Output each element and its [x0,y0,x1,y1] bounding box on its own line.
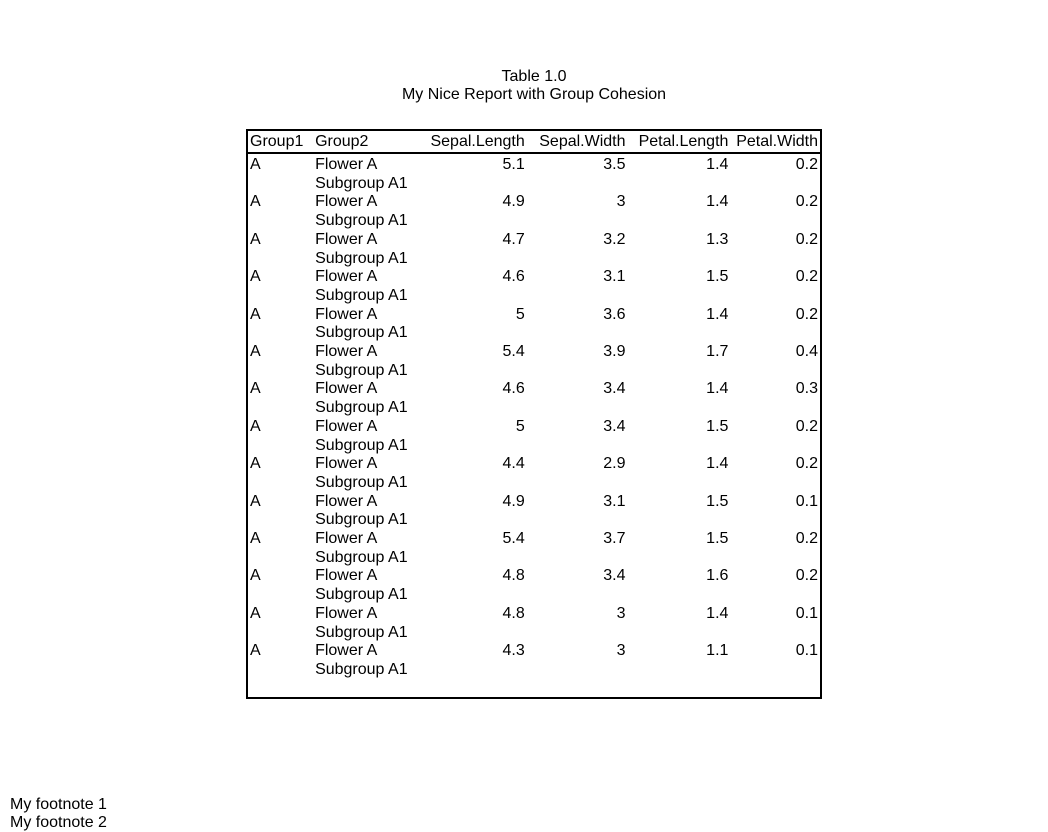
cell-sepal-width: 3 [616,642,626,660]
header-sepal-length: Sepal.Length [420,131,527,153]
table-body [248,153,820,680]
cell-sepal-width: 3.9 [603,343,626,361]
cell-group1: A [250,492,261,510]
cell-petal-width: 0.2 [795,156,818,173]
group2-subgroup-label: Subgroup A1 [315,212,408,230]
cell-group1: A [250,604,261,622]
group2-subgroup-label: Subgroup A1 [315,623,408,641]
cell-petal-width: 0.2 [795,268,818,286]
cell-group1: A [250,417,261,435]
cell-petal-width: 0.1 [795,604,818,622]
cell-sepal-length: 5.4 [502,343,525,361]
cell-petal-width: 0.2 [795,455,818,473]
cell-sepal-length: 4.9 [502,193,525,211]
cell-sepal-width: 3.6 [603,305,626,323]
cell-group1: A [250,156,261,173]
group2-flower-label: Flower A [315,455,378,473]
cell-sepal-width: 3.1 [603,268,626,286]
group2-flower-label: Flower A [315,156,378,173]
cell-petal-width: 0.4 [795,343,818,361]
group2-subgroup-label: Subgroup A1 [315,249,408,267]
table-row [248,455,820,492]
group2-flower-label: Flower A [315,193,378,211]
cell-petal-length: 1.4 [706,455,729,473]
cell-group2 [313,343,420,380]
cell-sepal-width: 3.5 [603,156,626,173]
table-number: Table 1.0 [501,68,567,85]
cell-group2 [313,605,420,642]
header-group1: Group1 [248,131,313,153]
cell-group2 [313,493,420,530]
cell-group2 [313,642,420,679]
cell-petal-width: 0.2 [795,305,818,323]
group2-subgroup-label: Subgroup A1 [315,361,408,379]
table-row [248,380,820,417]
group2-subgroup-label: Subgroup A1 [315,399,408,417]
group2-subgroup-label: Subgroup A1 [315,286,408,304]
cell-petal-width: 0.1 [795,642,818,660]
cell-petal-width: 0.2 [795,530,818,548]
cell-petal-length: 1.5 [706,530,729,548]
cell-sepal-length: 4.6 [502,268,525,286]
table-row [248,343,820,380]
cell-group1: A [250,642,261,660]
cell-group1: A [250,268,261,286]
group2-flower-label: Flower A [315,305,378,323]
cell-petal-width: 0.2 [795,417,818,435]
cell-group1: A [250,305,261,323]
cell-petal-length: 1.4 [706,156,729,173]
cell-group1: A [250,567,261,585]
group2-flower-label: Flower A [315,268,378,286]
table-row [248,567,820,604]
table-row [248,642,820,679]
table-row [248,605,820,642]
cell-petal-length: 1.6 [706,567,729,585]
table-row [248,418,820,455]
cell-sepal-width: 3.4 [603,417,626,435]
group2-subgroup-label: Subgroup A1 [315,548,408,566]
cell-group2 [313,380,420,417]
cell-group1: A [250,230,261,248]
group2-flower-label: Flower A [315,417,378,435]
cell-sepal-length: 5.4 [502,530,525,548]
cell-sepal-length: 4.7 [502,230,525,248]
group2-subgroup-label: Subgroup A1 [315,324,408,342]
cell-group2 [313,530,420,567]
cell-sepal-width: 3.4 [603,380,626,398]
cell-sepal-width: 3 [616,193,626,211]
cell-sepal-width: 3 [616,604,626,622]
table-row [248,493,820,530]
report-titles [0,68,1048,104]
cell-group2 [313,567,420,604]
footnote-1: My footnote 1 [10,796,107,813]
header-sepal-width: Sepal.Width [527,131,628,153]
header-row [248,131,820,153]
group2-flower-label: Flower A [315,604,378,622]
group2-subgroup-label: Subgroup A1 [315,174,408,192]
cell-sepal-length: 4.4 [502,455,525,473]
table-row [248,268,820,305]
cell-sepal-width: 3.7 [603,530,626,548]
cell-petal-length: 1.4 [706,305,729,323]
group2-subgroup-label: Subgroup A1 [315,586,408,604]
cell-petal-width: 0.2 [795,193,818,211]
group2-subgroup-label: Subgroup A1 [315,511,408,529]
cell-group1: A [250,530,261,548]
group2-subgroup-label: Subgroup A1 [315,473,408,491]
cell-group2 [313,231,420,268]
group2-flower-label: Flower A [315,230,378,248]
cell-sepal-length: 4.6 [502,380,525,398]
group2-flower-label: Flower A [315,567,378,585]
cell-petal-length: 1.4 [706,380,729,398]
cell-sepal-length: 4.8 [502,604,525,622]
cell-group1: A [250,380,261,398]
cell-petal-length: 1.5 [706,417,729,435]
cell-group2 [313,306,420,343]
cell-petal-length: 1.7 [706,343,729,361]
table-row [248,530,820,567]
cell-sepal-width: 2.9 [603,455,626,473]
cell-petal-length: 1.5 [706,492,729,510]
table-row [248,306,820,343]
cell-sepal-length: 5 [515,305,525,323]
cell-petal-width: 0.2 [795,230,818,248]
cell-sepal-length: 4.8 [502,567,525,585]
group2-flower-label: Flower A [315,530,378,548]
cell-sepal-length: 4.3 [502,642,525,660]
cell-petal-width: 0.3 [795,380,818,398]
table-row [248,231,820,268]
header-petal-length: Petal.Length [628,131,731,153]
cell-petal-length: 1.4 [706,604,729,622]
footnote-2: My footnote 2 [10,814,107,831]
table-row [248,193,820,230]
cell-sepal-length: 5.1 [502,156,525,173]
footnotes [10,796,107,832]
cell-group2 [313,153,420,193]
cell-group1: A [250,193,261,211]
group2-flower-label: Flower A [315,380,378,398]
cell-petal-length: 1.5 [706,268,729,286]
cell-petal-length: 1.3 [706,230,729,248]
cell-group2 [313,418,420,455]
cell-sepal-width: 3.4 [603,567,626,585]
group2-flower-label: Flower A [315,642,378,660]
cell-group2 [313,193,420,230]
header-petal-width: Petal.Width [730,131,820,153]
cell-group1: A [250,343,261,361]
table-row [248,153,820,193]
cell-petal-width: 0.2 [795,567,818,585]
group2-subgroup-label: Subgroup A1 [315,436,408,454]
cell-sepal-width: 3.1 [603,492,626,510]
group2-flower-label: Flower A [315,343,378,361]
group2-flower-label: Flower A [315,492,378,510]
report-table-frame [246,129,822,699]
cell-group2 [313,268,420,305]
cell-petal-length: 1.1 [706,642,729,660]
cell-group2 [313,455,420,492]
cell-sepal-width: 3.2 [603,230,626,248]
cell-group1: A [250,455,261,473]
header-group2: Group2 [313,131,420,153]
cell-sepal-length: 4.9 [502,492,525,510]
cell-petal-width: 0.1 [795,492,818,510]
cell-petal-length: 1.4 [706,193,729,211]
report-title: My Nice Report with Group Cohesion [401,86,667,103]
cell-sepal-length: 5 [515,417,525,435]
report-table [248,131,820,680]
group2-subgroup-label: Subgroup A1 [315,660,408,678]
